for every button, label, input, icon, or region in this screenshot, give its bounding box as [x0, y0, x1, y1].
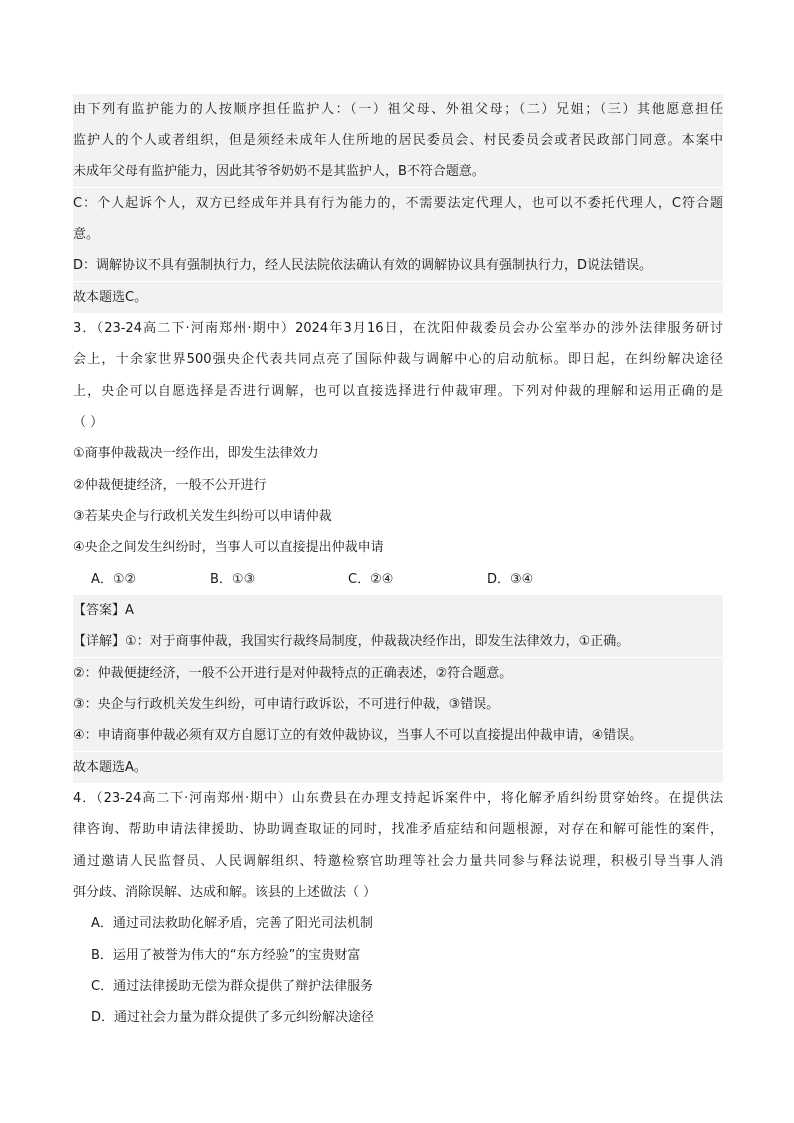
q3-conclusion: 故本题选A。	[73, 752, 723, 783]
q4-stem-line: 4．（23-24高二下·河南郑州·期中）山东费县在办理支持起诉案件中，将化解矛盾纠纷贯穿始终。在提供法	[73, 791, 723, 806]
q2-analysis-line: C：个人起诉个人，双方已经成年并具有行为能力的，不需要法定代理人，也可以不委托代理人，C符合题	[73, 188, 723, 219]
q3-option-b: B．①③	[210, 572, 256, 587]
q3-stem-line: 上，央企可以自愿选择是否进行调解，也可以直接选择进行仲裁审理。下列对仲裁的理解和运用正确的是	[73, 384, 723, 399]
q2-analysis-line: D：调解协议不具有强制执行力，经人民法院依法确认有效的调解协议具有强制执行力，D说法错误。	[73, 250, 723, 281]
q3-stem-line: 会上，十余家世界500强央企代表共同点亮了国际仲裁与调解中心的启动航标。即日起，在纠纷解决途径	[73, 352, 723, 367]
q3-statement: ③若某央企与行政机关发生纠纷可以申请仲裁	[73, 509, 332, 524]
q3-option-a: A．①②	[91, 572, 137, 587]
q4-option-d: D．通过社会力量为群众提供了多元纠纷解决途径	[91, 1010, 375, 1025]
q3-answer-bracket: （ ）	[73, 415, 104, 430]
q3-analysis-line: 【详解】①：对于商事仲裁，我国实行裁终局制度，仲裁裁决经作出，即发生法律效力，①正确。	[73, 626, 723, 657]
q3-option-c: C．②④	[348, 572, 394, 587]
q3-statement: ②仲裁便捷经济，一般不公开进行	[73, 478, 267, 493]
q3-analysis-line: ④：申请商事仲裁必须有双方自愿订立的有效仲裁协议，当事人不可以直接提出仲裁申请，④错误。	[73, 720, 723, 751]
q2-analysis-line: 监护人的个人或者组织，但是须经未成年人住所地的居民委员会、村民委员会或者民政部门同意。本案中	[73, 125, 723, 156]
q2-analysis-line: 意。	[73, 219, 723, 250]
q4-stem-line: 弭分歧、消除误解、达成和解。该县的上述做法（ ）	[73, 885, 377, 900]
q3-option-d: D．③④	[487, 572, 534, 587]
q4-option-b: B．运用了被誉为伟大的“东方经验”的宝贵财富	[91, 948, 361, 963]
q2-conclusion: 故本题选C。	[73, 282, 723, 313]
q3-analysis-line: ②：仲裁便捷经济，一般不公开进行是对仲裁特点的正确表述，②符合题意。	[73, 658, 723, 689]
q4-option-c: C．通过法律援助无偿为群众提供了辩护法律服务	[91, 979, 374, 994]
q2-analysis-line: 由下列有监护能力的人按顺序担任监护人：（一）祖父母、外祖父母；（二）兄姐；（三）其他愿意担任	[73, 94, 723, 125]
q4-stem-line: 通过邀请人民监督员、人民调解组织、特邀检察官助理等社会力量共同参与释法说理，积极引导当事人消	[73, 854, 723, 869]
q4-option-a: A．通过司法救助化解矛盾，完善了阳光司法机制	[91, 916, 373, 931]
q3-answer: 【答案】A	[73, 595, 723, 626]
q3-statement: ①商事仲裁裁决一经作出，即发生法律效力	[73, 446, 319, 461]
q2-analysis-line: 未成年父母有监护能力，因此其爷爷奶奶不是其监护人，B不符合题意。	[73, 156, 723, 187]
q3-statement: ④央企之间发生纠纷时，当事人可以直接提出仲裁申请	[73, 540, 384, 555]
q3-analysis-line: ③：央企与行政机关发生纠纷，可申请行政诉讼，不可进行仲裁，③错误。	[73, 689, 723, 720]
q3-stem-line: 3．（23-24高二下·河南郑州·期中）2024年3月16日，在沈阳仲裁委员会办公室举办的涉外法律服务研讨	[73, 321, 723, 336]
q4-stem-line: 律咨询、帮助申请法律援助、协助调查取证的同时，找准矛盾症结和问题根源，对存在和解可能性的案件，	[73, 822, 723, 837]
